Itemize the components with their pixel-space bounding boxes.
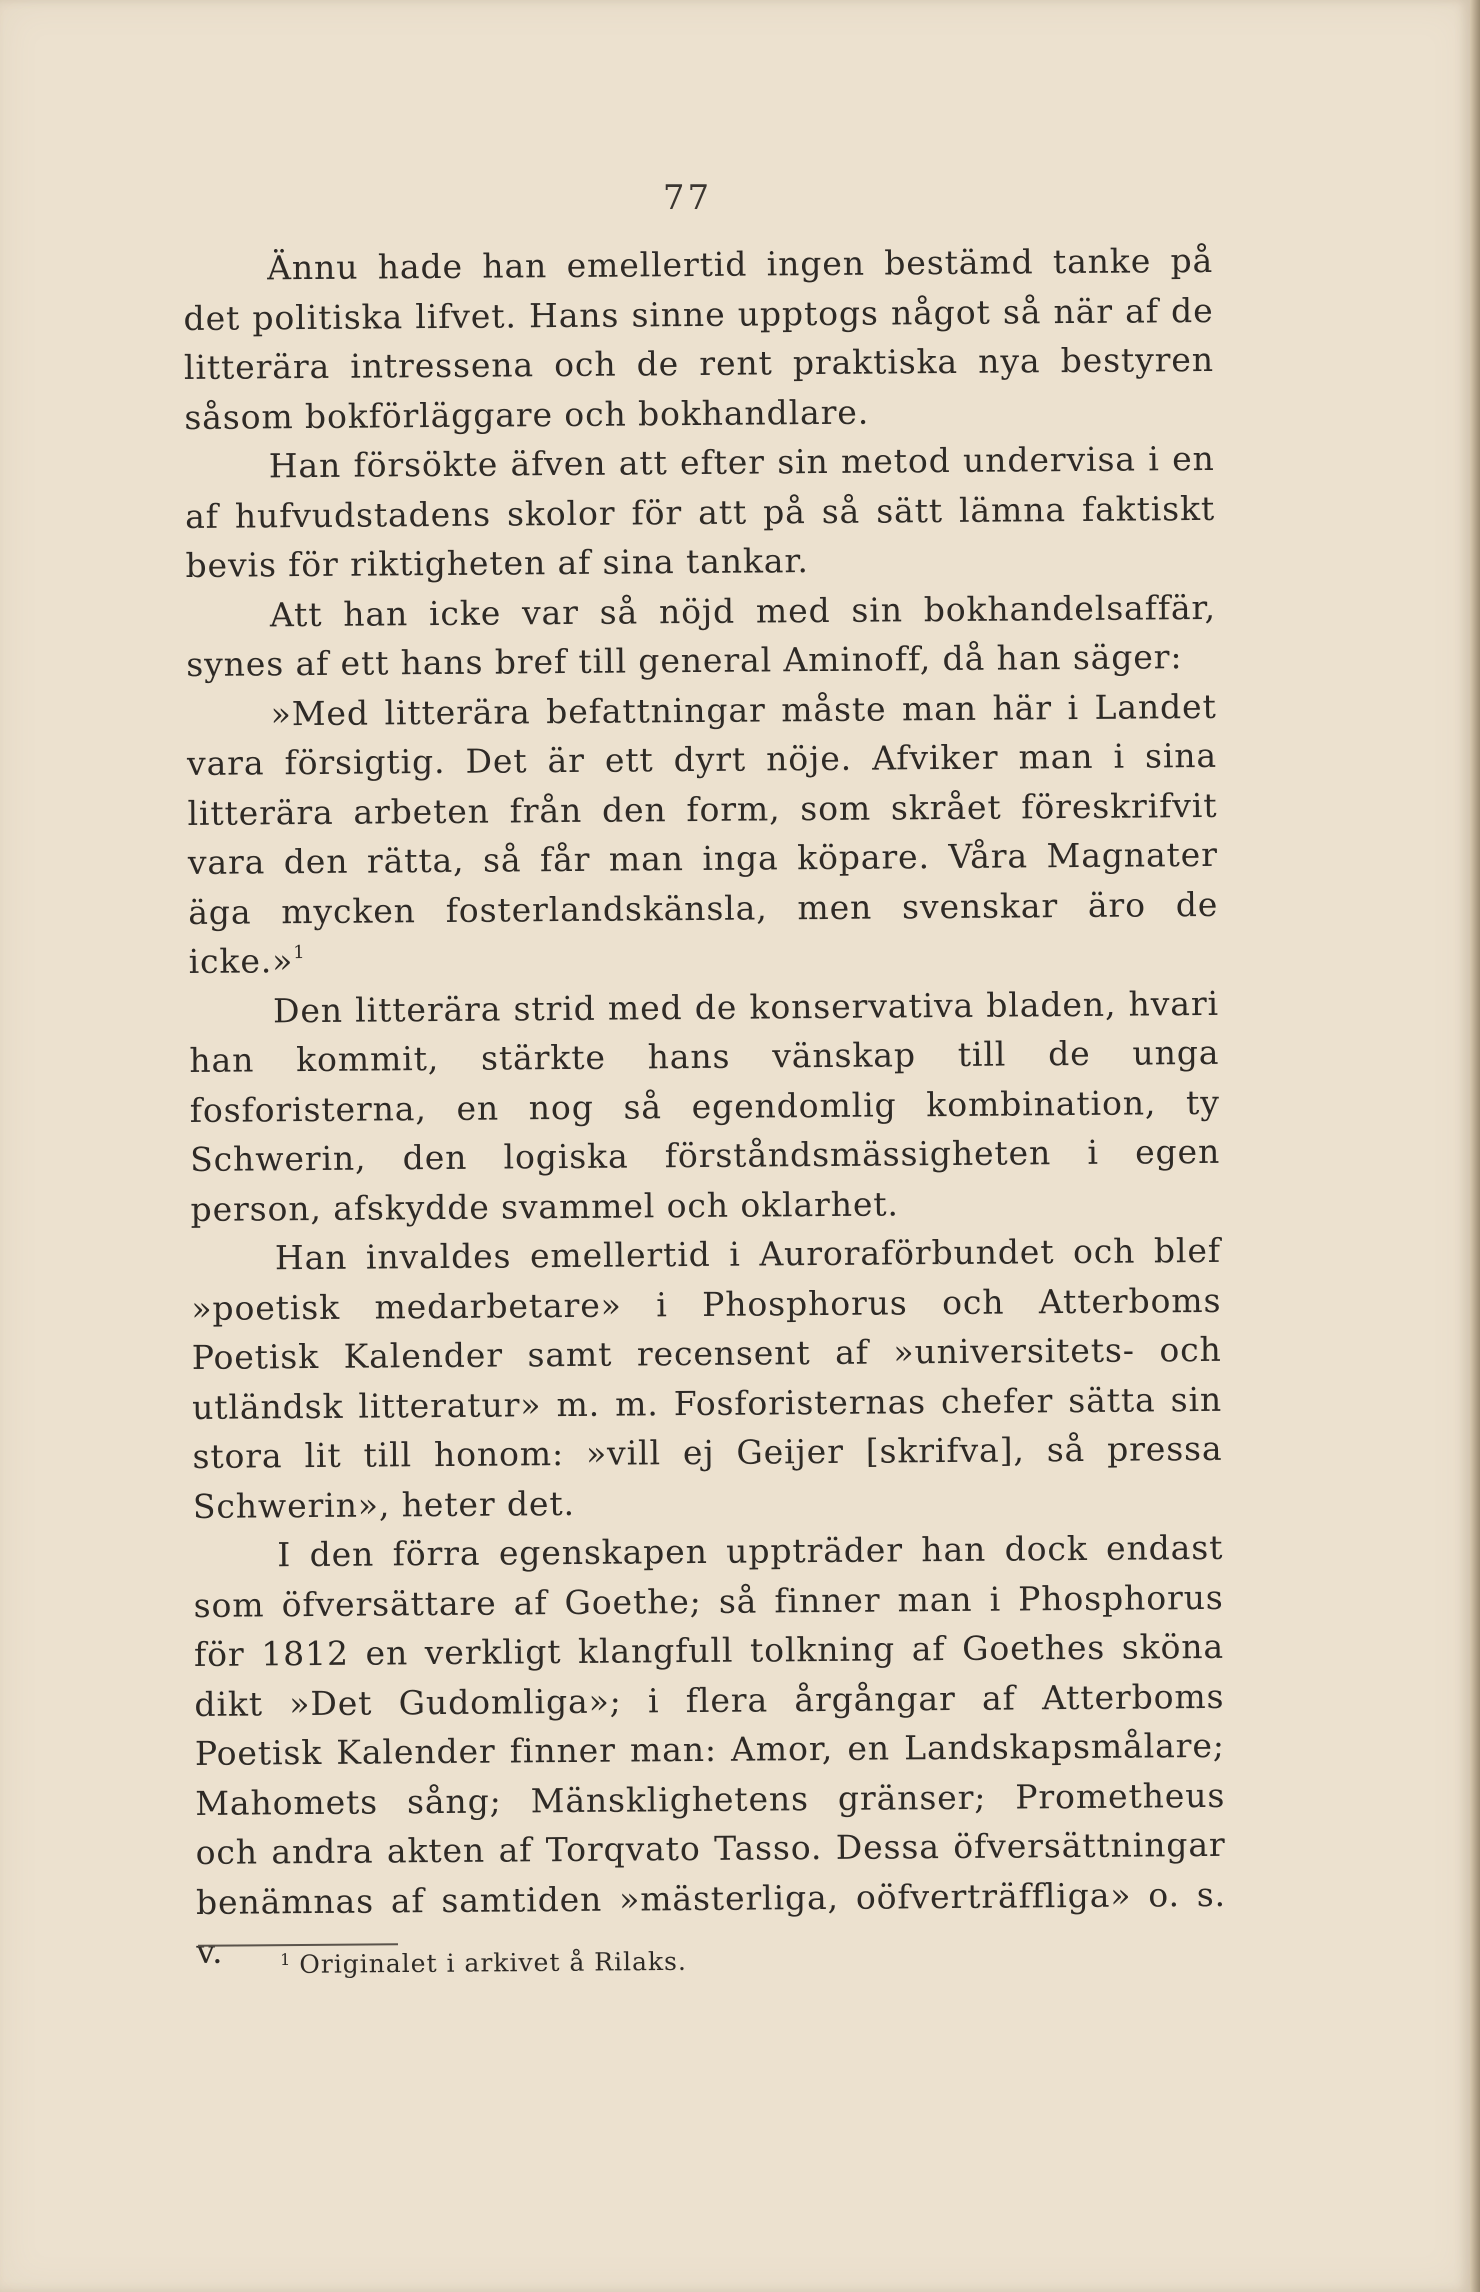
quote-text: »Med litterära befattningar måste man här i Landet vara försigtig. Det är ett dyrt nöje. Afviker man i sina litterära arbeten från den form, som skrået föreskrifvit vara den rätta, så får man inga köpare. Våra Magnater äga mycken fosterlandskänsla, men svenskar äro de icke.» <box>186 686 1219 981</box>
paragraph: Ännu hade han emellertid ingen bestämd tanke på det politiska lifvet. Hans sinne upptogs något så när af de litterära intressena och de rent praktiska nya bestyren såsom bokförläggare och bokhandlare. <box>183 240 1215 437</box>
footnote <box>280 1947 687 1979</box>
body-text <box>183 236 1227 1977</box>
paragraph: Han försökte äfven att efter sin metod undervisa i en af hufvudstadens skolor för att på så sätt lämna faktiskt bevis för riktigheten af sina tankar. <box>184 438 1216 585</box>
paragraph: Han invaldes emellertid i Auroraförbundet och blef »poetisk medarbetare» i Phosphorus och Atterboms Poetisk Kalender samt recensent af »universitets- och utländsk litteratur» m. m. Fosforisternas chefer sätta sin stora lit till honom: »vill ej Geijer [skrifva], så pressa Schwerin», heter det. <box>191 1230 1223 1526</box>
footnote-reference: 1 <box>293 942 306 964</box>
block-quote <box>186 681 1218 986</box>
page-number: 77 <box>662 178 713 218</box>
paragraph: I den förra egenskapen uppträder han dock endast som öfversättare af Goethe; så finner man i Phosphorus för 1812 en verkligt klangfull tolkning af Goethes sköna dikt »Det Gudomliga»; i flera årgångar af Atterboms Poetisk Kalender finner man: Amor, en Landskapsmålare; Mahomets sång; Mänsklighetens gränser; Prometheus och andra akten af Torqvato Tasso. Dessa öfversättningar benämnas af samtiden »mästerliga, oöfverträffliga» o. s. v. <box>193 1527 1227 1971</box>
footnote-mark: 1 <box>280 1949 292 1969</box>
footnote-text: Originalet i arkivet å Rilaks. <box>299 1946 687 1979</box>
paragraph: Att han icke var så nöjd med sin bokhandelsaffär, synes af ett hans bref till general Aminoff, då han säger: <box>186 587 1217 684</box>
paragraph: Den litterära strid med de konservativa bladen, hvari han kommit, stärkte hans vänskap till de unga fosforisterna, en nog så egendomlig kombination, ty Schwerin, den logiska förståndsmässigheten i egen person, afskydde svammel och oklarhet. <box>189 983 1221 1229</box>
page-edge <box>1470 0 1480 2292</box>
